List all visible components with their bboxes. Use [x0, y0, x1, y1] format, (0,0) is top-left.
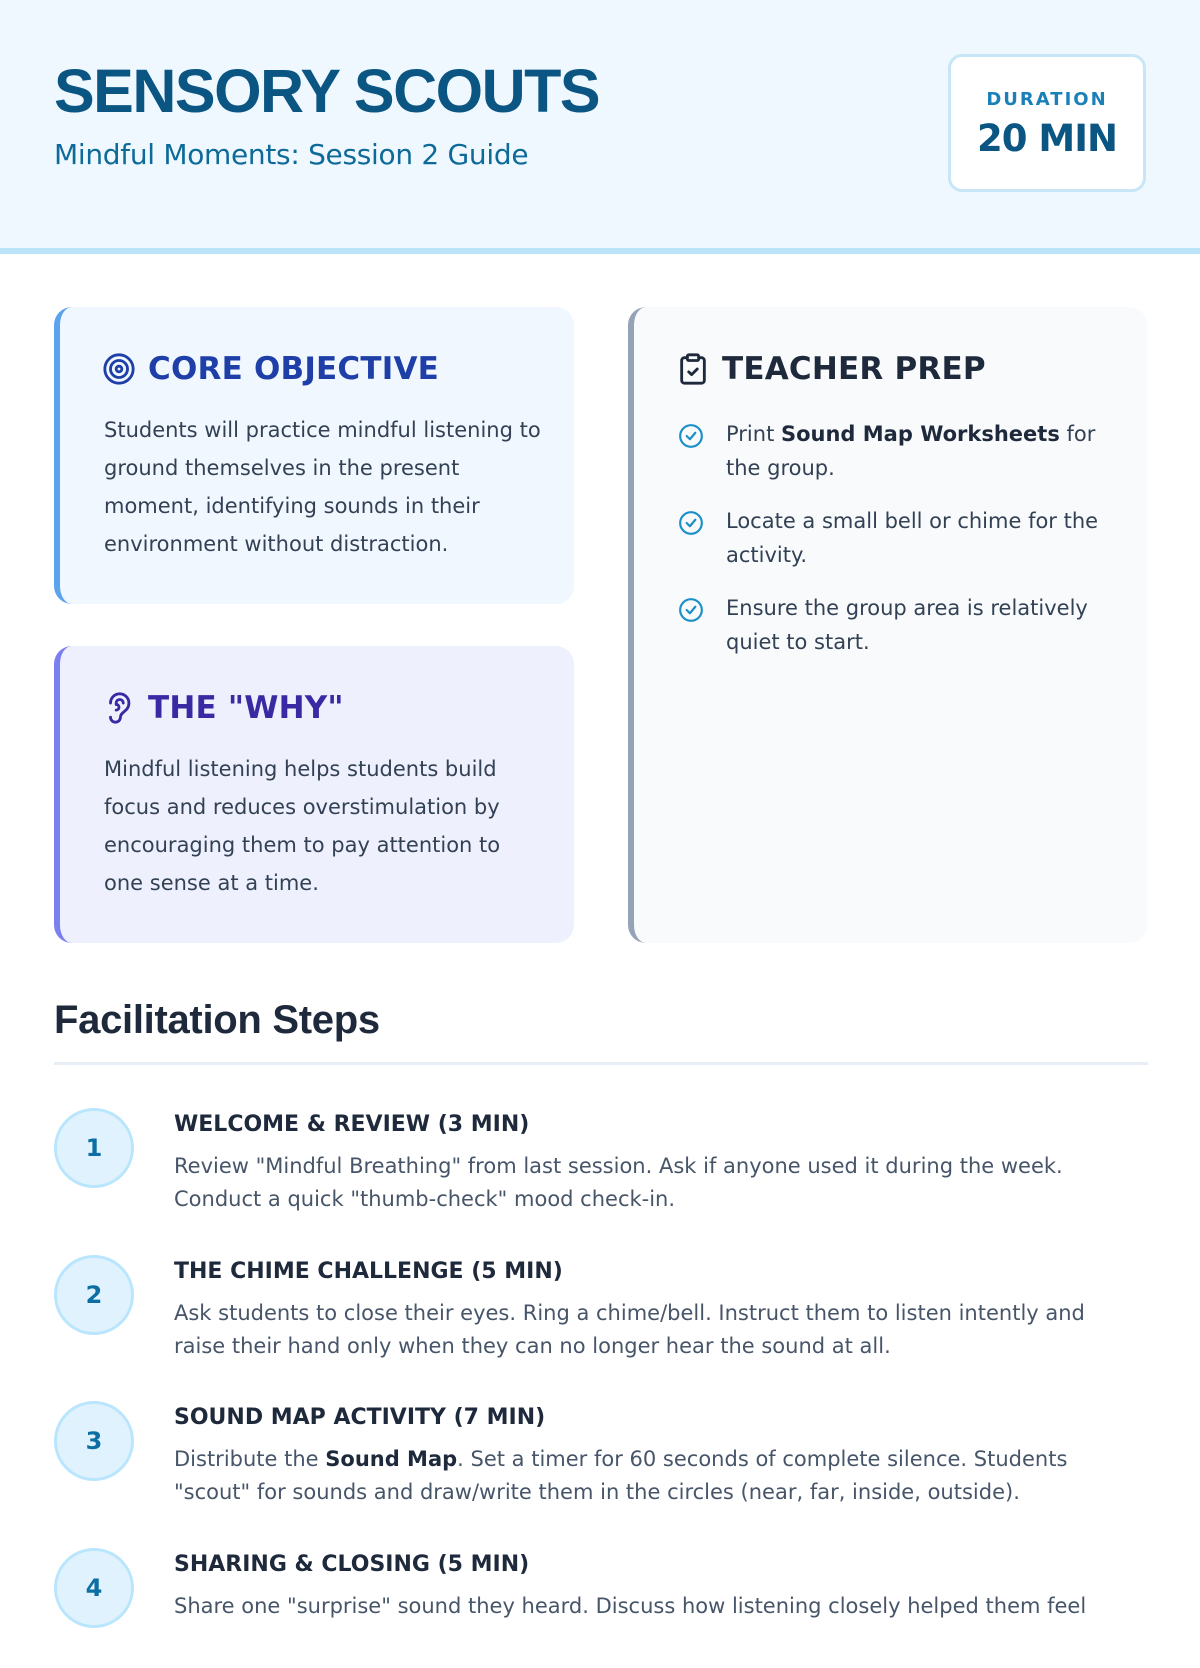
- ear-icon: [102, 691, 136, 725]
- page-subtitle: Mindful Moments: Session 2 Guide: [54, 138, 529, 171]
- duration-label: DURATION: [986, 89, 1108, 110]
- check-circle-icon: [678, 510, 704, 536]
- facilitation-steps-heading: Facilitation Steps: [54, 998, 380, 1042]
- step-description: Share one "surprise" sound they heard. Discuss how listening closely helped them feel: [174, 1594, 1087, 1618]
- check-circle-icon: [678, 423, 704, 449]
- teacher-prep-list: [678, 417, 1108, 678]
- target-icon: [102, 352, 136, 386]
- step-number-badge: 4: [54, 1548, 134, 1628]
- prep-item-text: Ensure the group area is relatively quiet to start.: [726, 596, 1088, 654]
- step-description: Distribute the Sound Map. Set a timer for 60 seconds of complete silence. Students "scout" for sounds and draw/write them in the circles (near, far, inside, outside).: [174, 1447, 1068, 1504]
- check-circle-icon: [678, 597, 704, 623]
- step-title: WELCOME & REVIEW (3 MIN): [174, 1112, 530, 1137]
- duration-badge: [948, 54, 1146, 192]
- step-title: THE CHIME CHALLENGE (5 MIN): [174, 1259, 563, 1284]
- teacher-prep-card: [628, 307, 1147, 943]
- teacher-prep-title: TEACHER PREP: [722, 351, 986, 387]
- core-objective-text: Students will practice mindful listening to ground themselves in the present moment, identifying sounds in their environment without distraction.: [104, 418, 541, 556]
- core-objective-card: [54, 307, 574, 604]
- teacher-prep-header: [676, 349, 986, 389]
- duration-value: 20 MIN: [977, 117, 1117, 160]
- step-title: SOUND MAP ACTIVITY (7 MIN): [174, 1405, 546, 1430]
- why-card: [54, 646, 574, 943]
- prep-item-text: Locate a small bell or chime for the activity.: [726, 509, 1099, 567]
- prep-item: [678, 504, 1108, 572]
- step-item: [54, 1255, 1148, 1375]
- step-number-badge: 2: [54, 1255, 134, 1335]
- step-title: SHARING & CLOSING (5 MIN): [174, 1552, 530, 1577]
- step-item: [54, 1548, 1148, 1668]
- prep-item: [678, 591, 1108, 659]
- step-description: Ask students to close their eyes. Ring a chime/bell. Instruct them to listen intently and raise their hand only when they can no longer hear the sound at all.: [174, 1301, 1085, 1358]
- core-objective-title: CORE OBJECTIVE: [148, 351, 440, 387]
- page-header: [0, 0, 1200, 254]
- step-number-badge: 1: [54, 1108, 134, 1188]
- divider: [54, 1062, 1148, 1065]
- step-item: [54, 1108, 1148, 1228]
- prep-item: [678, 417, 1108, 485]
- prep-item-text: Print Sound Map Worksheets for the group.: [726, 422, 1096, 480]
- step-item: [54, 1401, 1148, 1521]
- page-title: SENSORY SCOUTS: [54, 57, 600, 125]
- why-title: THE "WHY": [148, 690, 344, 726]
- why-header: [102, 688, 344, 728]
- step-number-badge: 3: [54, 1401, 134, 1481]
- why-text: Mindful listening helps students build focus and reduces overstimulation by encouraging them to pay attention to one sense at a time.: [104, 757, 501, 895]
- core-objective-header: [102, 349, 439, 389]
- clipboard-check-icon: [676, 352, 710, 386]
- step-description: Review "Mindful Breathing" from last session. Ask if anyone used it during the week. Conduct a quick "thumb-check" mood check-in.: [174, 1154, 1063, 1211]
